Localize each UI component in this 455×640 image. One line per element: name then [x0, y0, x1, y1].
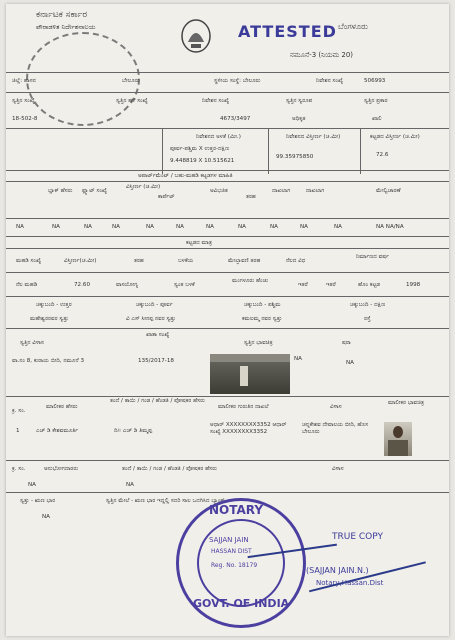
row4-header-1: ಬ್ಲಾಕ್ ಹೆಸರು — [48, 188, 73, 194]
boundary-south-value: ರಸ್ತೆ — [364, 316, 371, 322]
row4-value-8: NA — [238, 224, 247, 230]
row5-header-6: ನೆಲದ ವಿಧ — [286, 258, 306, 264]
dims-value: 9.448819 X 10.515621 — [170, 158, 235, 164]
row4-value-7: NA — [206, 224, 215, 230]
row2-label-3: ನಿವೇಶನ ಸಂಖ್ಯೆ — [202, 98, 230, 104]
true-copy-office: Notary,Hassan.Dist — [316, 579, 384, 587]
row5-value-3: ವಾಸಯೋಗ್ಯ — [116, 282, 139, 288]
row5-value-2: 72.60 — [74, 282, 91, 288]
occupant-header-3: ತಂದೆ / ತಾಯಿ / ಗಂಡ / ಹೆಂಡತಿ / ಪೋಷಕರ ಹೆಸರು — [122, 466, 217, 472]
form-number: ನಮೂನೆ-3 (ನಿಯಮ 20) — [290, 51, 354, 59]
row4-header-5: ಅವಿಭಜಿತ — [210, 188, 228, 194]
occupant-header-1: ಕ್ರ. ಸಂ. — [12, 466, 26, 472]
occupant-header-4: ವಿಳಾಸ — [332, 466, 344, 472]
row2-value-2: 4673/3497 — [220, 116, 251, 122]
town-label: ಬೇಲೂರು — [122, 78, 140, 84]
attested-stamp: ATTESTED — [238, 22, 337, 41]
khata-value: 135/2017-18 — [138, 358, 174, 364]
apartment-title: ಅಪಾರ್ಟ್‌ಮೆಂಟ್ / ಬಹು-ಮಹಡಿ ಕಟ್ಟಡಗಳ ಮಾಹಿತಿ — [138, 173, 233, 179]
remarks-label: ಷರಾ — [342, 340, 351, 346]
row5-value-1: ನೆಲ ಮಹಡಿ — [16, 282, 38, 288]
row5-value-7: ಇತರೆ — [326, 282, 336, 288]
row5-value-9: 1998 — [406, 282, 421, 288]
built-area-header: ಕಟ್ಟಡದ ವಿಸ್ತೀರ್ಣ (ಚ.ಮೀ) — [370, 134, 420, 140]
row4-value-3: NA — [84, 224, 93, 230]
government-emblem — [179, 18, 213, 54]
property-photo — [210, 354, 290, 394]
row5-value-8: ಹೊಂ ಕಟ್ಟಡ — [358, 282, 381, 288]
encumbrance-value: NA — [42, 514, 51, 520]
notary-text: NOTARY — [209, 503, 264, 517]
notary-name: SAJJAN JAIN — [209, 536, 249, 544]
row5-value-4: ಸ್ವಂತ ಬಳಕೆ — [174, 282, 195, 288]
address-value: ವಾ.ನಂ 8, ಕುರಾಯ ಬೀದಿ, ನಮೂನೆ 3 — [12, 358, 85, 364]
boundary-north-value: ಮಹೇಶ್ವರರವರ ಸ್ವತ್ತು — [30, 316, 69, 322]
notary-seal — [176, 498, 306, 628]
row5-header-1: ಮಹಡಿ ಸಂಖ್ಯೆ — [16, 258, 42, 264]
row4-value-5: NA — [146, 224, 155, 230]
occupant-value-1: NA — [28, 482, 37, 488]
photo-label: ಸ್ವತ್ತಿನ ಭಾವಚಿತ್ರ — [244, 340, 273, 346]
row5-value-5: ಮಂಗಳೂರು ಹೆಂಚು — [232, 278, 269, 284]
row4-header-6: ತರಹ — [246, 194, 256, 200]
encumbrance-label: ಸ್ವತ್ತು - ಋಣ ಭಾರ — [20, 498, 56, 504]
owner-name: ಎಚ್ ಡಿ ಕೇಶವಮೂರ್ತಿ — [36, 428, 79, 434]
document-page — [6, 4, 449, 636]
district-label: ಜಿಲ್ಲೆ: ಹಾಸನ — [12, 78, 36, 84]
row2-label-4: ಸ್ವತ್ತಿನ ಸ್ವರೂಪ — [286, 98, 313, 104]
owner-header-3: ತಂದೆ / ತಾಯಿ / ಗಂಡ / ಹೆಂಡತಿ / ಪೋಷಕರ ಹೆಸರು — [110, 398, 205, 404]
owner-header-5: ವಿಳಾಸ — [330, 404, 342, 410]
row5-header-3: ತರಹ — [134, 258, 144, 264]
owner-header-6: ಮಾಲೀಕರ ಭಾವಚಿತ್ರ — [388, 400, 425, 406]
boundary-north-label: ಚಕ್ಕುಬಂದಿ - ಉತ್ತರ — [36, 302, 72, 308]
row4-value-1: NA — [16, 224, 25, 230]
row4-header-2: ಫ್ಲ್ಯಾಟ್ ಸಂಖ್ಯೆ — [82, 188, 107, 194]
encumbrance-text: ಸ್ವತ್ತಿನ ಮೇಲೆ - ಋಣ ಭಾರ ಇದ್ದಲ್ಲಿ ಸದರಿ ಸಾಲ ಒದಗಿಸಿದ ಬ್ಯಾಂಕ್ — [106, 498, 225, 504]
area-value: 99.35975850 — [276, 154, 314, 160]
built-value: 72.6 — [376, 152, 389, 158]
municipality-label: ಸ್ಥಳೀಯ ಸಂಸ್ಥೆ: ಬೇಲೂರು — [214, 78, 261, 84]
boundary-south-label: ಚಕ್ಕುಬಂದಿ - ದಕ್ಷಿಣ — [350, 302, 386, 308]
owner-address: ಚನ್ನಕೇಶವ ದೇವಾಲಯ ಬೀದಿ, ಹೊಸ ಬೇಲೂರು — [302, 422, 369, 435]
row2-value-1: 18-502-8 — [12, 116, 38, 122]
khata-label: ಖಾತಾ ಸಂಖ್ಯೆ — [146, 332, 170, 338]
true-copy-title: TRUE COPY — [332, 532, 383, 542]
row4-value-11: NA — [334, 224, 343, 230]
header-left-title: ಕರ್ನಾಟಕ ಸರ್ಕಾರ — [36, 10, 88, 20]
address-label: ಸ್ವತ್ತಿನ ವಿಳಾಸ — [20, 340, 44, 346]
row4-header-3: ವಿಸ್ತೀರ್ಣ (ಚ.ಮೀ) — [126, 184, 161, 190]
row4-value-9: NA — [270, 224, 279, 230]
row4-value-12: NA NA/NA — [376, 224, 404, 230]
boundary-west-value: ಕಮಲಮ್ಮ ನವರ ಸ್ವತ್ತು — [242, 316, 282, 322]
owner-photo — [384, 422, 412, 456]
boundary-east-label: ಚಕ್ಕುಬಂದಿ - ಪೂರ್ವ — [136, 302, 173, 308]
row5-header-2: ವಿಸ್ತೀರ್ಣ(ಚ.ಮೀ) — [64, 258, 97, 264]
owner-id: ಆಧಾರ್ XXXXXXXX3352 ಆಧಾರ್ ಸಂಖ್ಯೆ XXXXXXXX3352 — [210, 422, 287, 435]
row4-value-10: NA — [300, 224, 309, 230]
property-no-label: ನಿವೇಶನ ಸಂಖ್ಯೆ — [316, 78, 344, 84]
row5-header-4: ಬಳಕೆಯ — [178, 258, 194, 264]
row5-header-5: ಮೇಲ್ಛಾವಣಿ ತರಹ — [228, 258, 261, 264]
property-no-value: 506993 — [364, 78, 386, 84]
row4-value-6: NA — [176, 224, 185, 230]
total-area-header: ನಿವೇಶನದ ವಿಸ್ತೀರ್ಣ (ಚ.ಮೀ) — [286, 134, 341, 140]
row4-header-4: ಕಾರ್ಪೆಟ್ — [158, 194, 175, 200]
owner-sl: 1 — [16, 428, 20, 434]
header-left-subtitle: ಪೌರಾಡಳಿತ ನಿರ್ದೇಶನಾಲಯ — [36, 23, 96, 31]
dims-subheader: ಪೂರ್ವ-ಪಶ್ಚಿಮ X ಉತ್ತರ-ದಕ್ಷಿಣ — [170, 146, 230, 152]
building-title: ಕಟ್ಟಡದ ಮಾತ್ರ — [186, 240, 213, 246]
row4-value-4: NA — [112, 224, 121, 230]
header-right-title: ಬೆಂಗಳೂರು — [338, 22, 368, 31]
row2-value-3: ಅಧಿಕೃತ — [292, 116, 306, 122]
owner-header-2: ಮಾಲೀಕರ ಹೆಸರು — [46, 404, 78, 410]
row5-header-7: ನಿರ್ಮಾಣದ ವರ್ಷ — [356, 254, 389, 260]
row2-label-2: ಸ್ವತ್ತಿನ ಹಳೆ ಸಂಖ್ಯೆ — [116, 98, 148, 104]
owner-header-1: ಕ್ರ. ಸಂ. — [12, 408, 26, 414]
row4-header-8: ದಾಖಲಾಗ — [306, 188, 325, 194]
dims-header: ನಿವೇಶನದ ಅಳತೆ (ಮೀ.) — [196, 134, 241, 140]
photo-na: NA — [294, 356, 303, 362]
owner-header-4: ಮಾಲೀಕರ ಗುರುತಿನ ದಾಖಲೆ — [218, 404, 269, 410]
row4-header-9: ಮೇಲ್ವಿಚಾರಣೆ — [376, 188, 401, 194]
remarks-value: NA — [346, 360, 355, 366]
boundary-west-label: ಚಕ್ಕುಬಂದಿ - ಪಶ್ಚಿಮ — [244, 302, 281, 308]
occupant-value-2: NA — [126, 482, 135, 488]
owner-father: ದಿ॥ ಎಚ್ ಡಿ ತಿಮ್ಮಪ್ಪ — [114, 428, 153, 434]
boundary-east-value: ವಿ ಎಸ್ ಸೀನಪ್ಪ ನವರ ಸ್ವತ್ತು — [126, 316, 176, 322]
row2-label-5: ಸ್ವತ್ತಿನ ಪ್ರಕಾರ — [364, 98, 388, 104]
notary-reg: Reg. No. 18179 — [211, 562, 258, 569]
row4-header-7: ದಾಖಲಾಗ — [272, 188, 291, 194]
row5-value-6: ಇತರೆ — [298, 282, 308, 288]
true-copy-name: (SAJJAN JAIN.N.) — [306, 566, 369, 575]
row2-value-4: ಖಾಲಿ — [372, 116, 382, 122]
notary-place: HASSAN DIST — [211, 548, 252, 555]
occupant-header-2: ಅನುಭೋಗದಾರರು — [44, 466, 79, 472]
row4-value-2: NA — [52, 224, 61, 230]
govt-text: GOVT. OF INDIA — [193, 597, 290, 610]
row2-label-1: ಸ್ವತ್ತಿನ ಸಂಖ್ಯೆ — [12, 98, 35, 104]
